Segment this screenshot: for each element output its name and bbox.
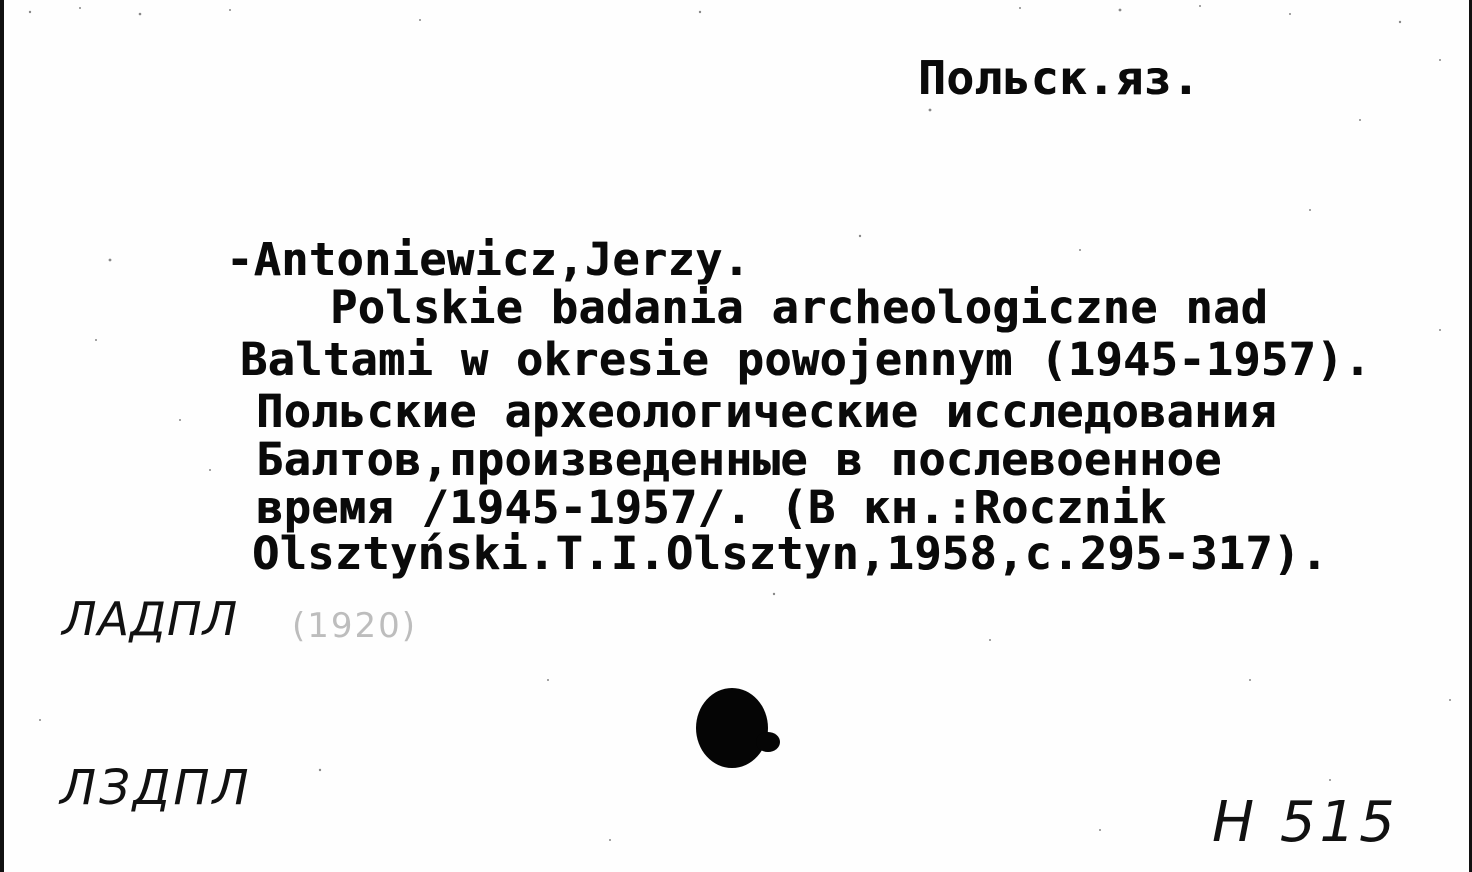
title-line-6: Olsztyński.Т.I.Olsztyn,1958,с.295-317). (252, 527, 1329, 580)
ink-blot-icon (690, 684, 780, 774)
handwritten-shelfmark: Н 515 (1212, 790, 1399, 855)
title-line-3: Польские археологические исследования (256, 385, 1277, 438)
title-line-4: Балтов,произведенные в послевоенное (256, 433, 1222, 486)
title-line-5: время /1945-1957/. (В кн.:Rocznik (256, 481, 1167, 534)
handwritten-location-mark-1: ЛАДПЛ (62, 592, 239, 646)
subject-heading: Польск.яз. (918, 51, 1200, 105)
faded-stamp-note: (1920) (292, 606, 418, 646)
title-line-2: Baltami w okresie powojennym (1945-1957). (240, 333, 1372, 386)
handwritten-location-mark-2: ЛЗДПЛ (60, 760, 252, 816)
author-entry: -Antoniewicz,Jerzy. (226, 233, 751, 286)
card-left-edge (0, 0, 4, 872)
title-line-1: Polskie badania archeologiczne nad (330, 281, 1269, 334)
